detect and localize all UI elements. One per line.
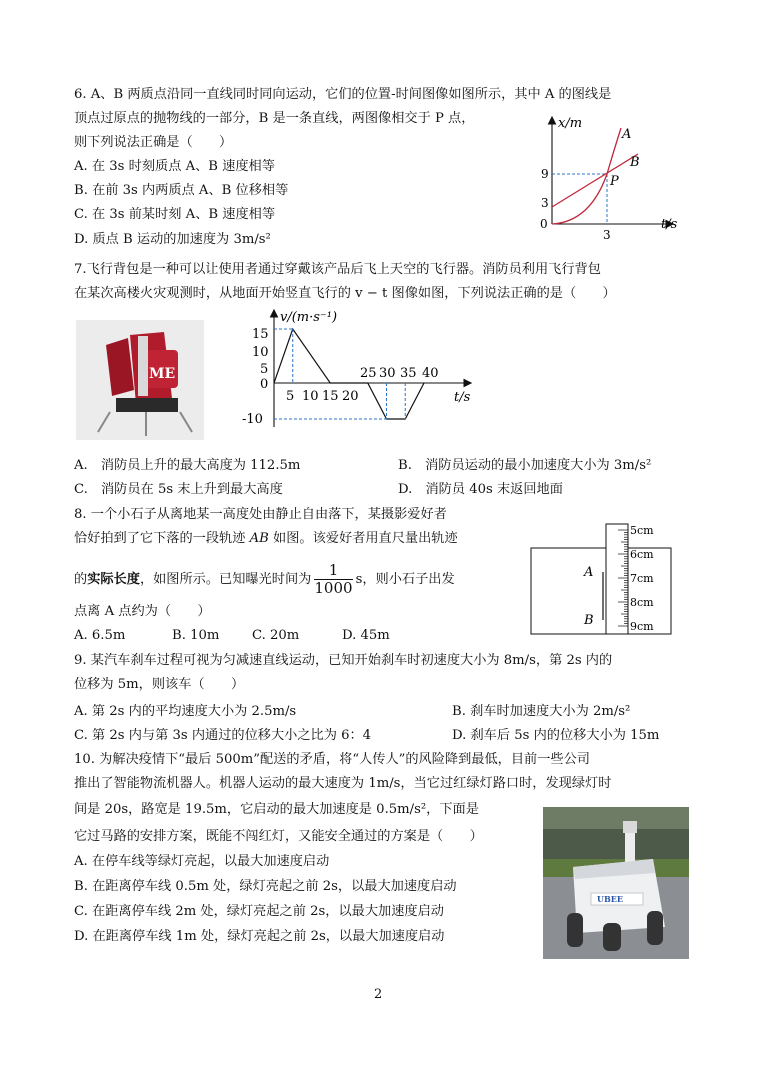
ruler-mark-6cm: 6cm <box>630 548 654 561</box>
q6-x-tick-3: 3 <box>603 228 611 242</box>
q8-line-2-ab: AB <box>249 531 269 546</box>
q9-option-d: D. 刹车后 5s 内的位移大小为 15m <box>452 728 660 743</box>
q6-option-a: A. 在 3s 时刻质点 A、B 速度相等 <box>74 159 275 174</box>
q9-line-1: 9. 某汽车刹车过程可视为匀减速直线运动，已知开始刹车时初速度大小为 8m/s，第 2s 内的 <box>74 653 613 668</box>
q6-label-p: P <box>610 174 619 189</box>
q10-line-1: 10. 为解决疫情下“最后 500m”配送的矛盾，将“人传人”的风险降到最低，目前一些公司 <box>74 752 590 767</box>
q7-y-tick-5: 5 <box>260 362 269 377</box>
q8-line-3 <box>74 560 455 600</box>
jetpack-photo <box>76 320 204 440</box>
q8-line-3-bold: 实际长度 <box>87 572 140 587</box>
q10-option-a: A. 在停车线等绿灯亮起，以最大加速度启动 <box>74 854 330 869</box>
q7-option-d: D. 消防员 40s 末返回地面 <box>398 482 563 497</box>
q7-x-tick-20: 20 <box>342 389 359 404</box>
q7-line-1: 7.飞行背包是一种可以让使用者通过穿戴该产品后飞上天空的飞行器。消防员利用飞行背包 <box>74 262 601 277</box>
q8-option-b: B. 10m <box>172 628 220 643</box>
q8-line-2 <box>74 529 458 549</box>
q7-vt-chart <box>238 305 478 435</box>
q7-x-tick-5: 5 <box>286 389 295 404</box>
q7-y-tick-15: 15 <box>252 327 269 342</box>
ruler-body <box>606 524 628 634</box>
q7-x-tick-35: 35 <box>400 366 417 381</box>
q8-line-3-post: s，则小石子出发 <box>355 572 455 587</box>
q10-line-3: 间是 20s，路宽是 19.5m，它启动的最大加速度是 0.5m/s²，下面是 <box>74 802 479 817</box>
q7-x-tick-15: 15 <box>322 389 339 404</box>
q10-option-c: C. 在距离停车线 2m 处，绿灯亮起之前 2s，以最大加速度启动 <box>74 904 444 919</box>
q7-y-tick-10: 10 <box>252 345 269 360</box>
q8-line-4: 点离 A 点约为（ ） <box>74 604 211 619</box>
q6-option-c: C. 在 3s 前某时刻 A、B 速度相等 <box>74 207 276 222</box>
q6-xt-graph <box>530 110 690 245</box>
ruler-mark-9cm: 9cm <box>630 620 654 633</box>
q6-y-tick-9: 9 <box>541 167 549 181</box>
q7-x-tick-30: 30 <box>379 366 396 381</box>
fraction-numerator: 1 <box>328 561 339 579</box>
q6-origin: 0 <box>540 217 548 231</box>
q8-ruler-figure <box>530 520 680 638</box>
point-a-label: A <box>584 565 594 580</box>
q6-line-2: 顶点过原点的抛物线的一部分，B 是一条直线，两图像相交于 P 点， <box>74 111 475 126</box>
point-b-label: B <box>584 613 594 628</box>
ruler-mark-5cm: 5cm <box>630 524 654 537</box>
q8-option-c: C. 20m <box>252 628 300 643</box>
q8-line-3-mid: ，如图所示。已知曝光时间为 <box>139 572 312 587</box>
page-number: 2 <box>374 987 383 1002</box>
ruler-mark-7cm: 7cm <box>630 572 654 585</box>
q8-option-d: D. 45m <box>342 628 390 643</box>
q7-x-tick-40: 40 <box>422 366 439 381</box>
jetpack-logo: ME <box>149 366 176 382</box>
q8-line-1: 8. 一个小石子从离地某一高度处由静止自由落下，某摄影爱好者 <box>74 507 447 522</box>
q6-y-label: x/m <box>558 116 583 131</box>
q7-y-tick-neg10: -10 <box>242 412 263 427</box>
q6-option-b: B. 在前 3s 内两质点 A、B 位移相等 <box>74 183 289 198</box>
fraction-denominator: 1000 <box>314 579 353 597</box>
q9-option-b: B. 刹车时加速度大小为 2m/s² <box>452 704 631 719</box>
q8-option-a: A. 6.5m <box>74 628 126 643</box>
q6-line-3: 则下列说法正确是（ ） <box>74 135 233 150</box>
q6-label-a: A <box>622 127 632 142</box>
q7-x-label: t/s <box>454 390 471 405</box>
q10-line-4: 它过马路的安排方案，既能不闯红灯，又能安全通过的方案是（ ） <box>74 829 483 844</box>
exposure-fraction <box>314 562 352 597</box>
q7-x-tick-25: 25 <box>360 366 377 381</box>
q6-line-1: 6. A、B 两质点沿同一直线同时同向运动，它们的位置-时间图像如图所示，其中 A 的图线是 <box>74 87 612 102</box>
q7-option-a: A. 消防员上升的最大高度为 112.5m <box>74 458 301 473</box>
q7-line-2: 在某次高楼火灾观测时，从地面开始竖直飞行的 v − t 图像如图，下列说法正确的是（ ） <box>74 286 616 301</box>
q10-line-2: 推出了智能物流机器人。机器人运动的最大速度为 1m/s，当它过红绿灯路口时，发现绿灯时 <box>74 776 612 791</box>
q7-option-c: C. 消防员在 5s 末上升到最大高度 <box>74 482 283 497</box>
q7-y-label: v/(m·s⁻¹) <box>280 310 338 325</box>
q8-line-2-post: 如图。该爱好者用直尺量出轨迹 <box>268 531 458 546</box>
q9-option-a: A. 第 2s 内的平均速度大小为 2.5m/s <box>74 704 297 719</box>
q6-x-label: t/s <box>661 217 678 232</box>
robot-logo: UBEE <box>597 894 623 904</box>
q6-option-d: D. 质点 B 运动的加速度为 3m/s² <box>74 232 271 247</box>
q8-line-2-pre: 恰好拍到了它下落的一段轨迹 <box>74 531 250 546</box>
q7-option-b: B. 消防员运动的最小加速度大小为 3m/s² <box>398 458 652 473</box>
q9-option-c: C. 第 2s 内与第 3s 内通过的位移大小之比为 6：4 <box>74 728 372 743</box>
q6-y-tick-3: 3 <box>541 196 549 210</box>
q7-y-tick-0: 0 <box>260 377 269 392</box>
q6-label-b: B <box>630 155 640 170</box>
robot-photo <box>543 807 689 959</box>
q10-option-b: B. 在距离停车线 0.5m 处，绿灯亮起之前 2s，以最大加速度启动 <box>74 879 457 894</box>
q7-x-tick-10: 10 <box>302 389 319 404</box>
q9-line-2: 位移为 5m，则该车（ ） <box>74 677 245 692</box>
q8-line-3-pre: 的 <box>74 572 88 587</box>
ruler-mark-8cm: 8cm <box>630 596 654 609</box>
q10-option-d: D. 在距离停车线 1m 处，绿灯亮起之前 2s，以最大加速度启动 <box>74 929 445 944</box>
